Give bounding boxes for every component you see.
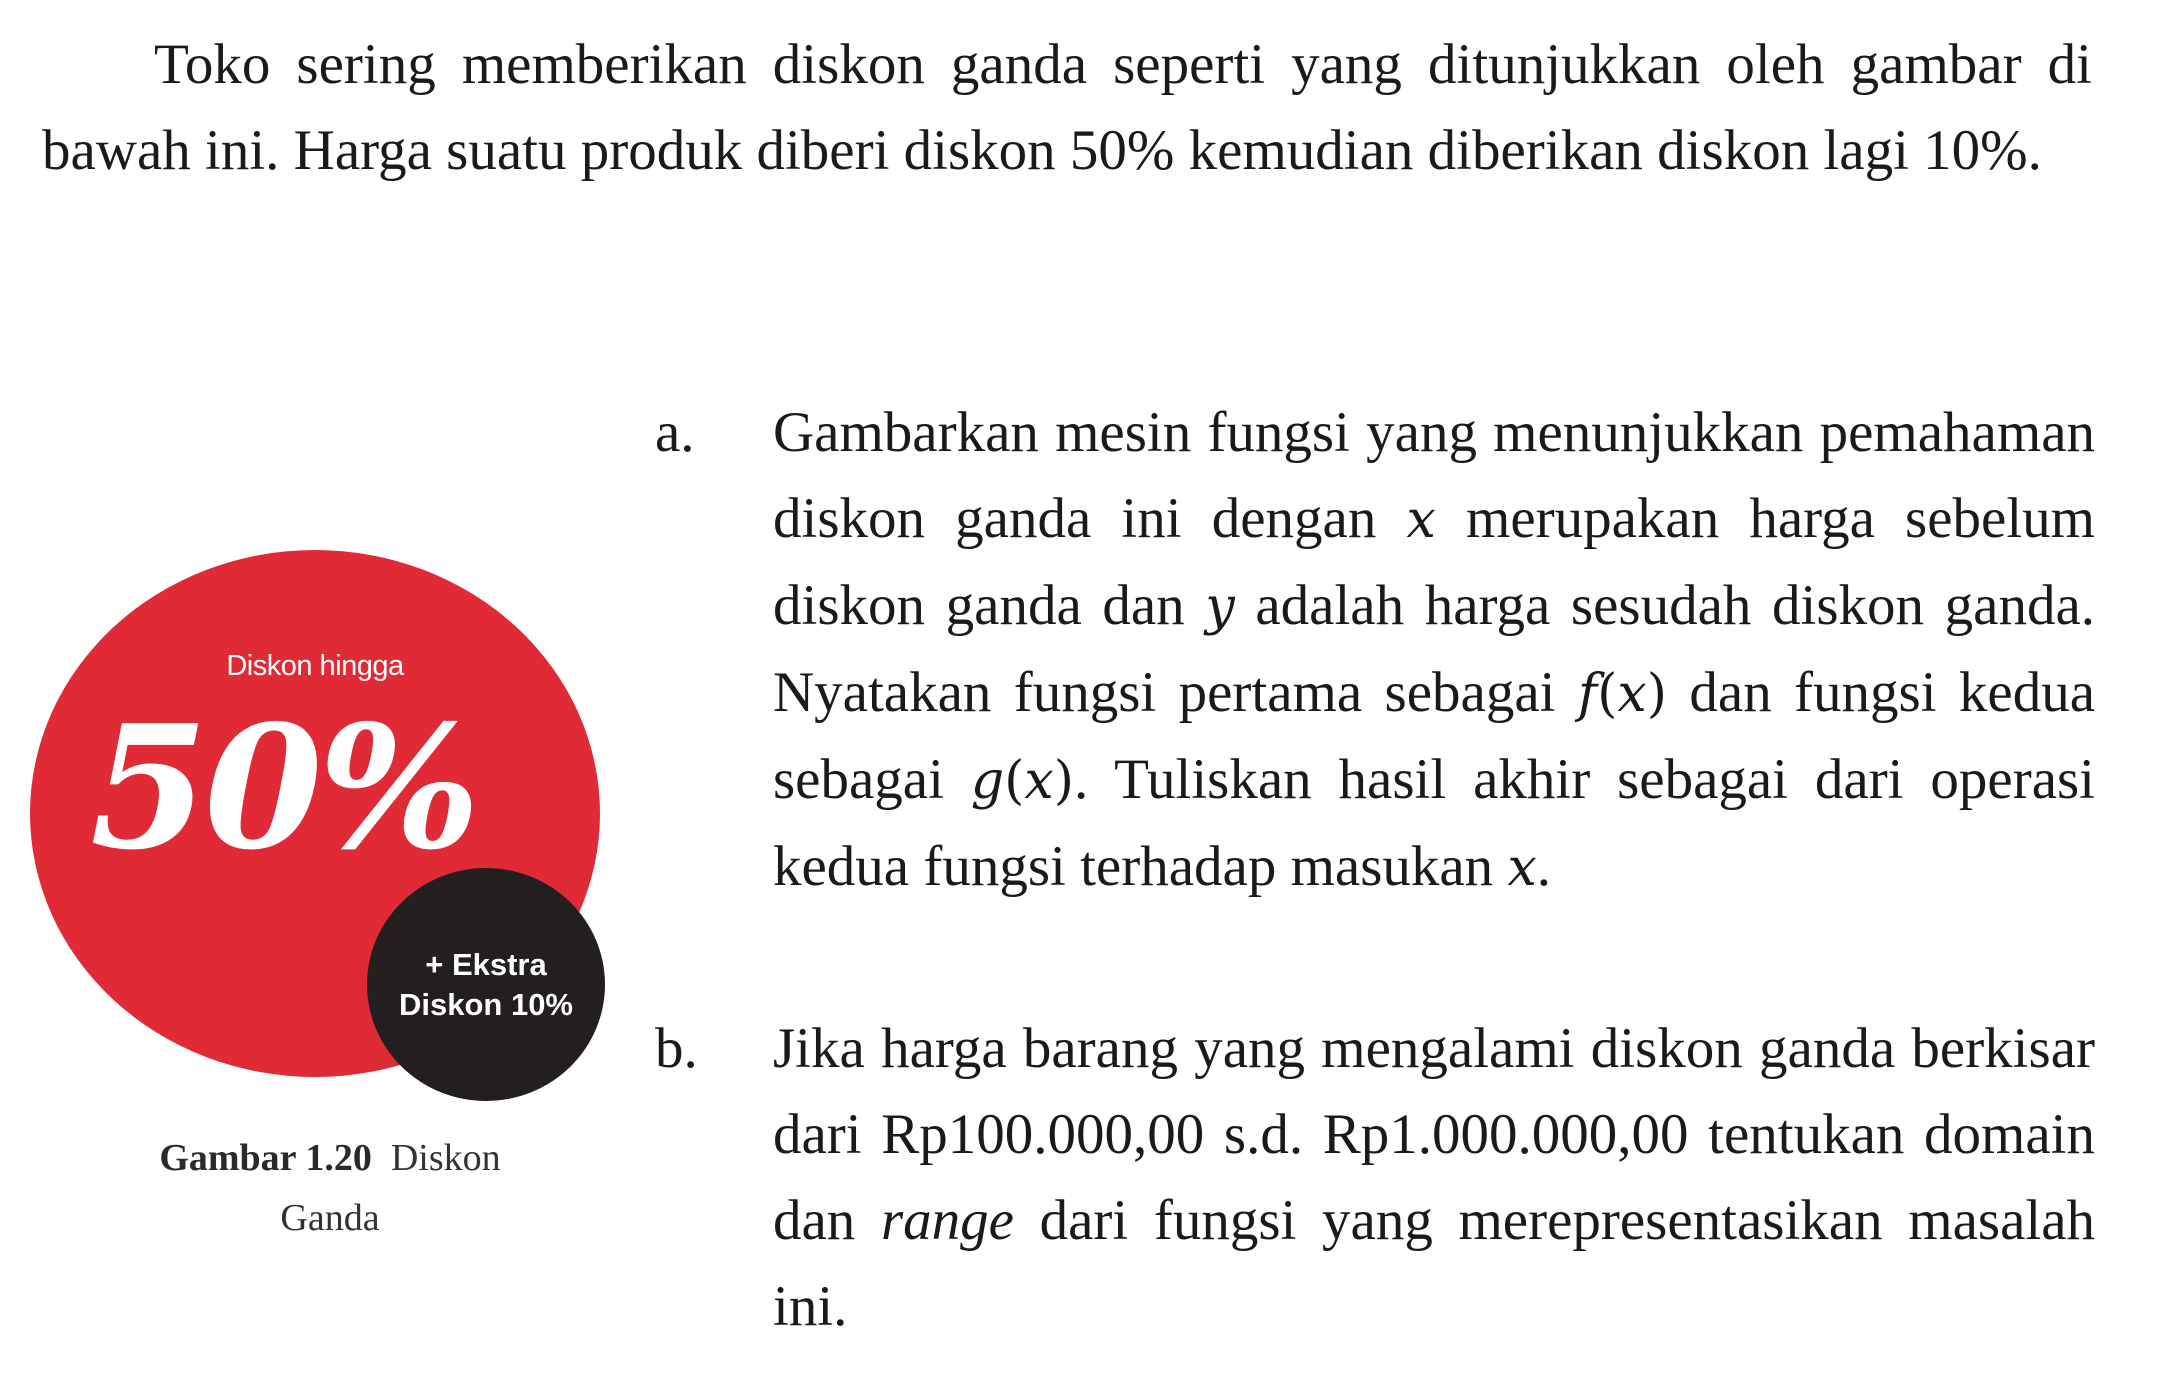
question-b-part2: dari fungsi yang merepresentasikan masalah ini. <box>773 1189 2096 1338</box>
math-var-x: x <box>1507 838 1537 898</box>
extra-discount-badge <box>367 868 605 1101</box>
math-func-f: f <box>1577 664 1598 724</box>
math-func-f-arg: x <box>1617 664 1647 724</box>
badge-top-label: Diskon hingga <box>226 650 404 682</box>
question-a-marker: a. <box>655 401 695 464</box>
math-var-y: y <box>1205 577 1235 637</box>
badge-big-percentage: 50% <box>90 688 477 888</box>
question-b <box>655 1006 2095 1350</box>
math-paren-close: ) <box>1053 751 1075 811</box>
question-a-part5: . Tuliskan hasil akhir sebagai dari operasi kedua fungsi terhadap masukan <box>773 748 2096 898</box>
extra-discount-line1: + Ekstra <box>425 946 547 982</box>
math-paren-open: ( <box>1004 751 1025 811</box>
figure-caption <box>100 1128 560 1248</box>
question-b-text <box>773 1006 2095 1350</box>
question-b-marker: b. <box>655 1017 698 1080</box>
intro-paragraph: Toko sering memberikan diskon ganda seperti yang ditunjukkan oleh gambar di bawah ini. Harga suatu produk diberi diskon 50% kemudian diberikan diskon lagi 10%. <box>42 33 2092 182</box>
math-paren-close: ) <box>1646 664 1668 724</box>
extra-discount-line2: Diskon 10% <box>398 986 573 1022</box>
math-paren-open: ( <box>1597 664 1618 724</box>
question-a <box>655 390 2095 911</box>
caption-line1: Diskon <box>390 1137 501 1179</box>
question-a-part3: adalah harga sesudah diskon ganda. Nyatakan fungsi pertama sebagai <box>773 574 2096 724</box>
question-b-part1: Jika harga barang yang mengalami diskon ganda berkisar dari Rp100.000,00 s.d. Rp1.000.000,00 tentukan domain dan <box>773 1017 2095 1252</box>
discount-figure <box>30 550 620 1270</box>
question-a-part1: Gambarkan mesin fungsi yang menunjukkan pemahaman diskon ganda ini dengan <box>773 401 2095 550</box>
question-a-part2: merupakan harga sebelum diskon ganda dan <box>773 487 2096 637</box>
caption-label: Gambar 1.20 <box>159 1137 372 1179</box>
question-a-text <box>773 390 2095 911</box>
math-func-g: g <box>970 751 1005 811</box>
math-var-x: x <box>1406 490 1436 550</box>
question-a-period: . <box>1536 835 1552 898</box>
question-a-part4: dan fungsi kedua sebagai <box>773 661 2096 811</box>
caption-line2: Ganda <box>280 1197 380 1239</box>
range-term: range <box>880 1189 1014 1252</box>
math-func-g-arg: x <box>1024 751 1054 811</box>
